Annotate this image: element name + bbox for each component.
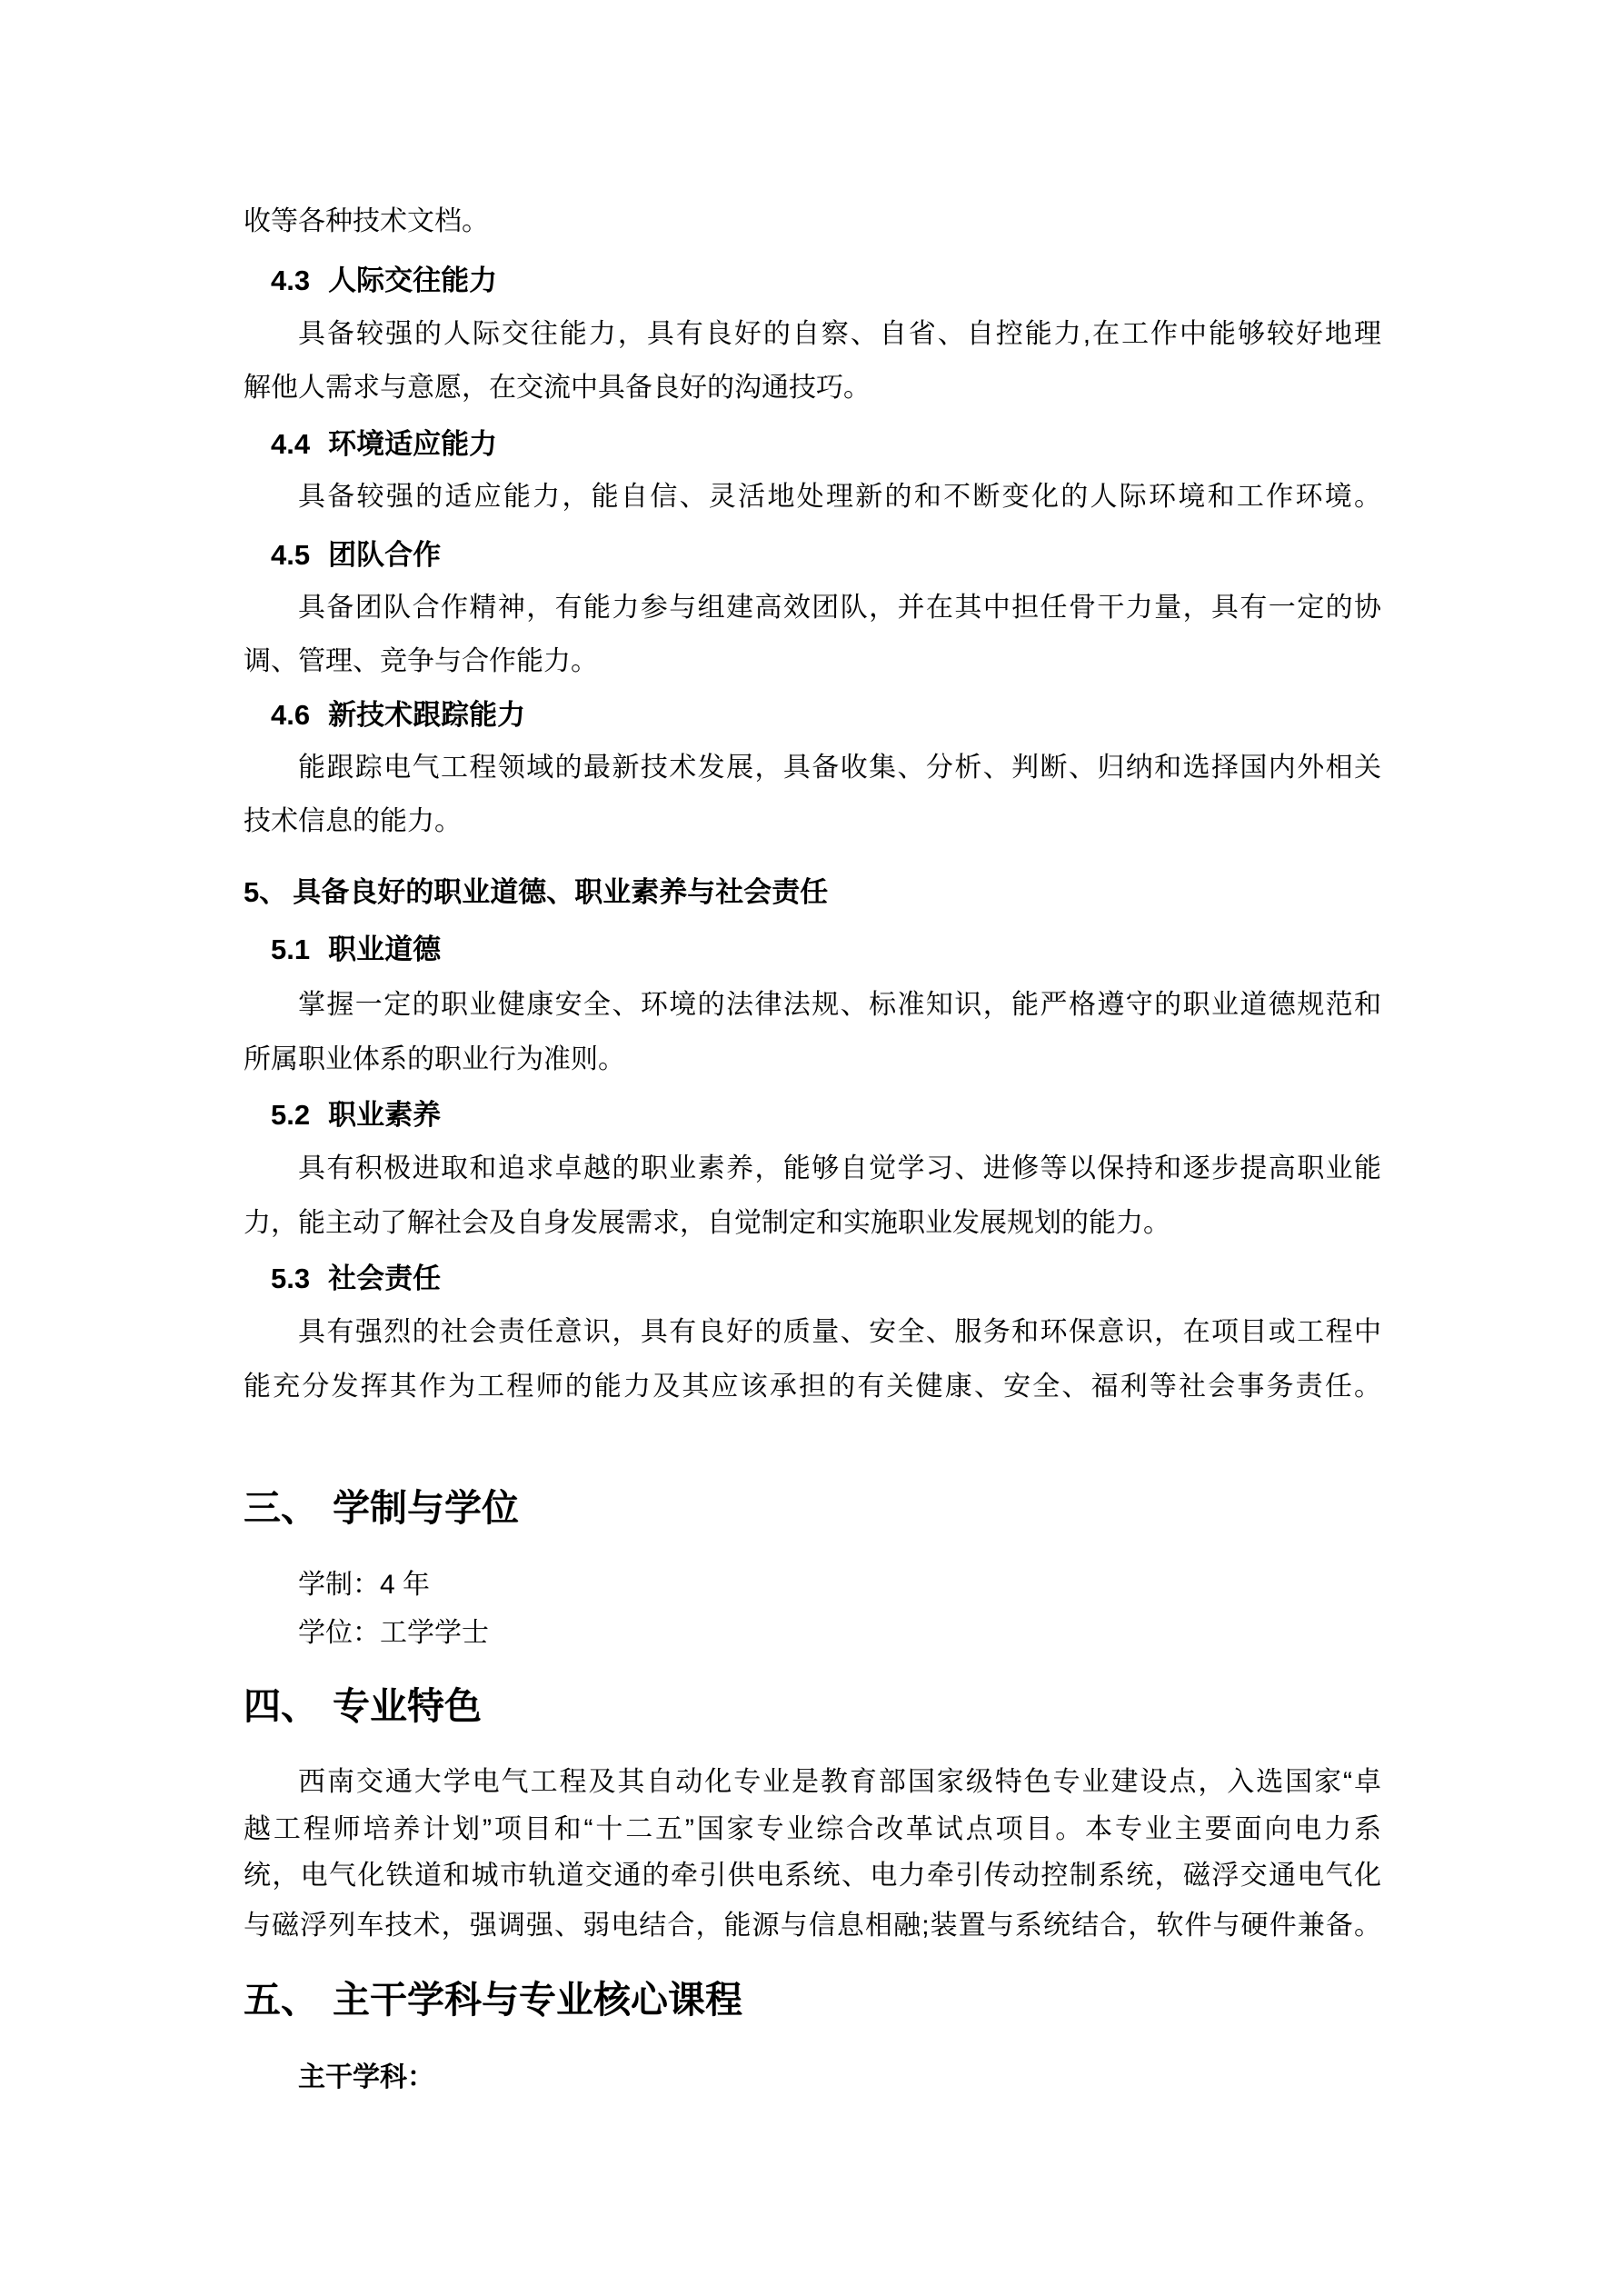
chapter-heading-4 xyxy=(244,1686,1381,1727)
paragraph-line: 具有积极进取和追求卓越的职业素养，能够自觉学习、进修等以保持和逐步提高职业能 xyxy=(298,1153,1381,1183)
paragraph-line: 解他人需求与意愿，在交流中具备良好的沟通技巧。 xyxy=(244,373,871,403)
section-heading-5 xyxy=(244,875,1381,909)
paragraph-line: 掌握一定的职业健康安全、环境的法律法规、标准知识，能严格遵守的职业道德规范和 xyxy=(298,990,1381,1020)
heading-title: 职业道德 xyxy=(328,933,442,965)
heading-number: 4.3 xyxy=(271,265,311,296)
subsection-heading-5-3 xyxy=(271,1262,1381,1295)
heading-title: 学制与学位 xyxy=(333,1487,519,1529)
heading-number: 四、 xyxy=(244,1685,318,1727)
heading-number: 5、 xyxy=(244,876,288,908)
heading-title: 职业素养 xyxy=(328,1099,442,1131)
heading-title: 社会责任 xyxy=(328,1263,442,1294)
paragraph-line: 力，能主动了解社会及自身发展需求，自觉制定和实施职业发展规划的能力。 xyxy=(244,1208,1170,1238)
paragraph-line: 调、管理、竞争与合作能力。 xyxy=(244,646,598,676)
heading-number: 5.3 xyxy=(271,1263,311,1294)
heading-title: 专业特色 xyxy=(333,1685,482,1727)
heading-number: 五、 xyxy=(244,1979,318,2021)
paragraph-line: 越工程师培养计划”项目和“十二五”国家专业综合改革试点项目。本专业主要面向电力系 xyxy=(244,1814,1381,1844)
heading-title: 人际交往能力 xyxy=(328,265,498,296)
chapter-heading-5 xyxy=(244,1980,1381,2021)
paragraph-line: 与磁浮列车技术，强调强、弱电结合，能源与信息相融;装置与系统结合，软件与硬件兼备。 xyxy=(244,1911,1381,1941)
degree-line: 学位：工学学士 xyxy=(298,1618,489,1648)
heading-number: 三、 xyxy=(244,1487,318,1529)
core-subjects-label: 主干学科： xyxy=(298,2062,434,2092)
paragraph-line: 具有强烈的社会责任意识，具有良好的质量、安全、服务和环保意识，在项目或工程中 xyxy=(298,1317,1381,1347)
paragraph-line: 所属职业体系的职业行为准则。 xyxy=(244,1044,625,1074)
heading-number: 4.6 xyxy=(271,699,311,731)
subsection-heading-4-4 xyxy=(271,427,1381,461)
subsection-heading-5-2 xyxy=(271,1098,1381,1132)
heading-title: 新技术跟踪能力 xyxy=(328,699,526,731)
study-duration-line: 学制：4 年 xyxy=(298,1570,431,1600)
heading-number: 4.5 xyxy=(271,539,311,571)
subsection-heading-5-1 xyxy=(271,933,1381,966)
paragraph-line: 收等各种技术文档。 xyxy=(244,206,489,236)
heading-number: 4.4 xyxy=(271,428,311,460)
heading-number: 5.1 xyxy=(271,933,311,965)
heading-title: 主干学科与专业核心课程 xyxy=(333,1979,742,2021)
heading-title: 团队合作 xyxy=(328,539,442,571)
paragraph-line: 具备较强的适应能力，能自信、灵活地处理新的和不断变化的人际环境和工作环境。 xyxy=(298,482,1381,512)
subsection-heading-4-5 xyxy=(271,538,1381,572)
paragraph-line: 西南交通大学电气工程及其自动化专业是教育部国家级特色专业建设点，入选国家“卓 xyxy=(298,1767,1381,1797)
paragraph-line: 具备团队合作精神，有能力参与组建高效团队，并在其中担任骨干力量，具有一定的协 xyxy=(298,593,1381,623)
subsection-heading-4-6 xyxy=(271,698,1381,732)
paragraph-line: 能跟踪电气工程领域的最新技术发展，具备收集、分析、判断、归纳和选择国内外相关 xyxy=(298,753,1381,783)
heading-number: 5.2 xyxy=(271,1099,311,1131)
paragraph-line: 统，电气化铁道和城市轨道交通的牵引供电系统、电力牵引传动控制系统，磁浮交通电气化 xyxy=(244,1861,1381,1891)
heading-title: 具备良好的职业道德、职业素养与社会责任 xyxy=(293,876,829,908)
subsection-heading-4-3 xyxy=(271,264,1381,297)
heading-title: 环境适应能力 xyxy=(328,428,498,460)
chapter-heading-3 xyxy=(244,1488,1381,1529)
paragraph-line: 能充分发挥其作为工程师的能力及其应该承担的有关健康、安全、福利等社会事务责任。 xyxy=(244,1372,1381,1402)
paragraph-line: 技术信息的能力。 xyxy=(244,806,462,836)
paragraph-line: 具备较强的人际交往能力，具有良好的自察、自省、自控能力,在工作中能够较好地理 xyxy=(298,319,1381,349)
